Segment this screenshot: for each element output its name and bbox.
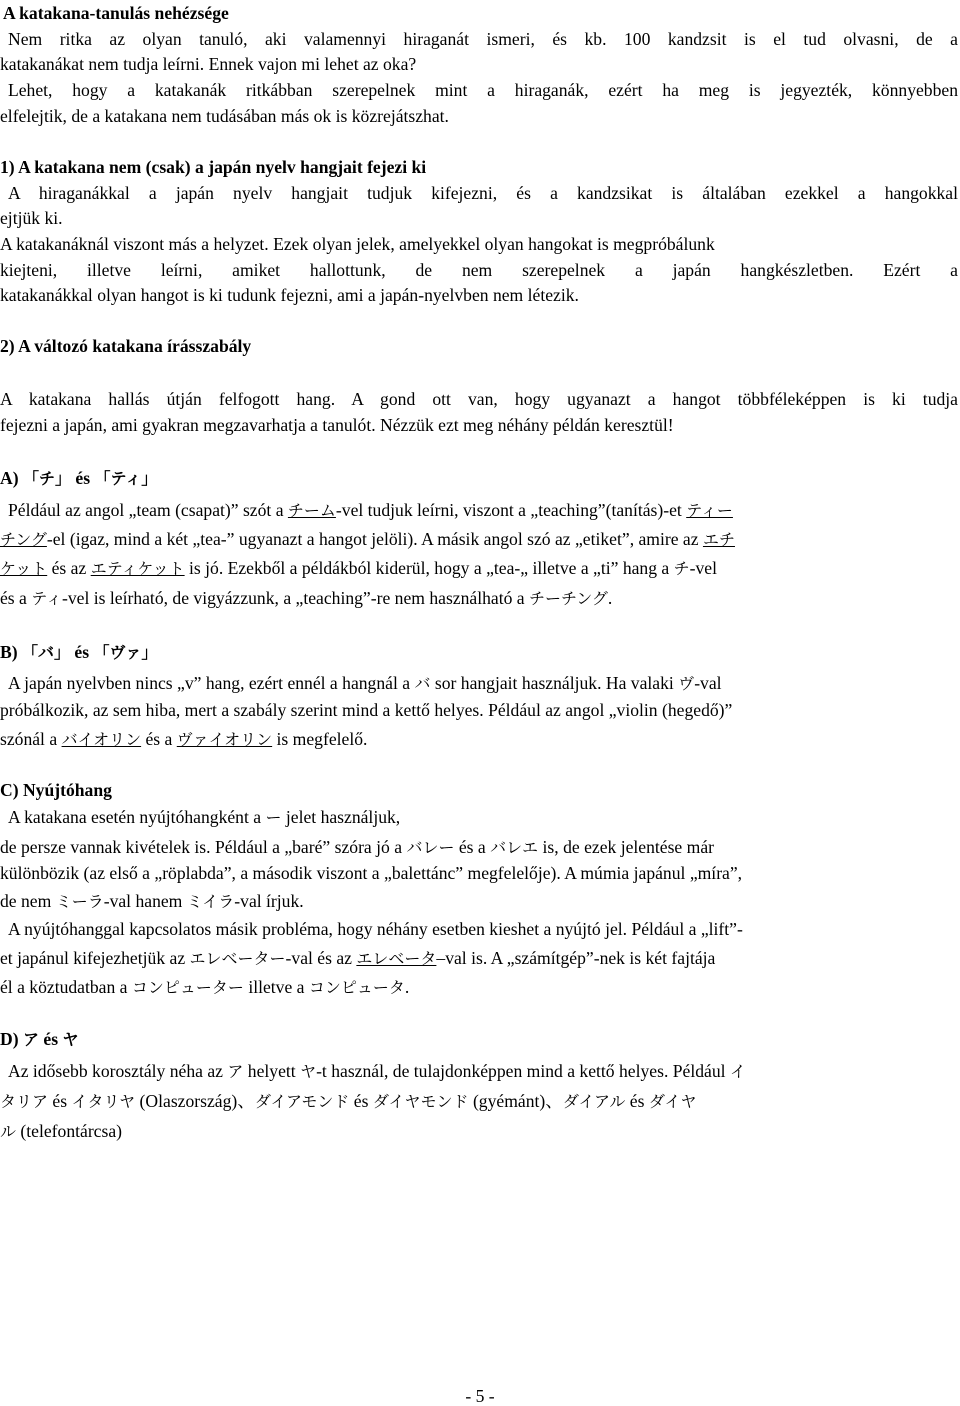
section-b-heading: B) 「バ」 és 「ヴァ」 xyxy=(0,642,158,662)
section-a-line: ケット és az エティケット is jó. Ezekből a példákból kiderül, hogy a „tea-„ illetve a „ti” hang a チ-vel xyxy=(0,558,718,578)
section-2-heading: 2) A változó katakana írásszabály xyxy=(0,336,252,356)
section-a-heading: A) 「チ」 és 「ティ」 xyxy=(0,468,158,488)
section-1-line: A hiraganákkal a japán nyelv hangjait tudjuk kifejezni, és a kandzsikat is általában ezekkel a hangokkal xyxy=(8,183,958,203)
section-1-line: A katakanáknál viszont más a helyzet. Ezek olyan jelek, amelyekkel olyan hangokat is megpróbálunk xyxy=(0,234,715,254)
intro-line: Lehet, hogy a katakanák ritkábban szerepelnek mint a hiraganák, ezért ha meg is jegyezték, könnyebben xyxy=(8,80,958,100)
page-title: A katakana-tanulás nehézsége xyxy=(3,3,229,23)
section-c-heading: C) Nyújtóhang xyxy=(0,780,112,800)
section-b-line: szónál a バイオリン és a ヴァイオリン is megfelelő. xyxy=(0,729,368,749)
section-c-line: A nyújtóhanggal kapcsolatos másik probléma, hogy néhány esetben kieshet a nyújtó jel. Például a „lift”- xyxy=(8,919,743,939)
section-2-line: fejezni a japán, ami gyakran megzavarhatja a tanulót. Nézzük ezt meg néhány példán keresztül! xyxy=(0,415,674,435)
section-d-line: ル (telefontárcsa) xyxy=(0,1121,122,1141)
section-c-line: de nem ミーラ-val hanem ミイラ-val írjuk. xyxy=(0,891,304,911)
section-d-line: タリア és イタリヤ (Olaszország)、ダイアモンド és ダイヤモンド (gyémánt)、ダイアル és ダイヤ xyxy=(0,1091,697,1111)
section-d-line: Az idősebb korosztály néha az ア helyett ヤ-t használ, de tulajdonképpen mind a kettő helyes. Például イ xyxy=(8,1061,746,1081)
section-c-line: él a köztudatban a コンピューター illetve a コンピュータ. xyxy=(0,977,410,997)
intro-line: katakanákat nem tudja leírni. Ennek vajon mi lehet az oka? xyxy=(0,54,417,74)
section-c-line: A katakana esetén nyújtóhangként a ー jelet használjuk, xyxy=(8,807,401,827)
section-b-line: próbálkozik, az sem hiba, mert a szabály szerint mind a kettő helyes. Például az angol „violin (hegedő)” xyxy=(0,700,733,720)
intro-line: Nem ritka az olyan tanuló, aki valamennyi hiraganát ismeri, és kb. 100 kandzsit is el tud olvasni, de a xyxy=(8,29,958,49)
section-1-heading: 1) A katakana nem (csak) a japán nyelv hangjait fejezi ki xyxy=(0,157,427,177)
section-1-line: ejtjük ki. xyxy=(0,208,63,228)
page-number: - 5 - xyxy=(465,1386,495,1406)
section-d-heading: D) ア és ヤ xyxy=(0,1029,79,1049)
section-c-line: de persze vannak kivételek is. Például a „baré” szóra jó a バレー és a バレエ is, de ezek jelentése már xyxy=(0,837,714,857)
section-c-line: et japánul kifejezhetjük az エレベーター-val és az エレベータ–val is. A „számítgép”-nek is két fajtája xyxy=(0,948,716,968)
section-a-line: チング-el (igaz, mind a két „tea-” ugyanazt a hangot jelöli). A másik angol szó az „etiket”, amire az エチ xyxy=(0,529,735,549)
section-a-line: Például az angol „team (csapat)” szót a チーム-vel tudjuk leírni, viszont a „teaching”(tanítás)-et ティー xyxy=(8,500,733,520)
section-1-line: katakanákkal olyan hangot is ki tudunk fejezni, ami a japán-nyelvben nem létezik. xyxy=(0,285,579,305)
section-b-line: A japán nyelvben nincs „v” hang, ezért ennél a hangnál a バ sor hangjait használjuk. Ha valaki ヴ-val xyxy=(8,673,722,693)
section-2-line: A katakana hallás útján felfogott hang. A gond ott van, hogy ugyanazt a hangot többféleképpen is ki tudja xyxy=(0,389,958,409)
section-a-line: és a ティ-vel is leírható, de vigyázzunk, a „teaching”-re nem használható a チーチング. xyxy=(0,588,613,608)
section-c-line: különbözik (az első a „röplabda”, a második viszont a „balettánc” megfelelője). A múmia japánul „míra”, xyxy=(0,863,743,883)
section-1-line: kiejteni, illetve leírni, amiket hallottunk, de nem szerepelnek a japán hangkészletben. Ezért a xyxy=(0,260,958,280)
intro-line: elfelejtik, de a katakana nem tudásában más ok is közrejátszhat. xyxy=(0,106,449,126)
